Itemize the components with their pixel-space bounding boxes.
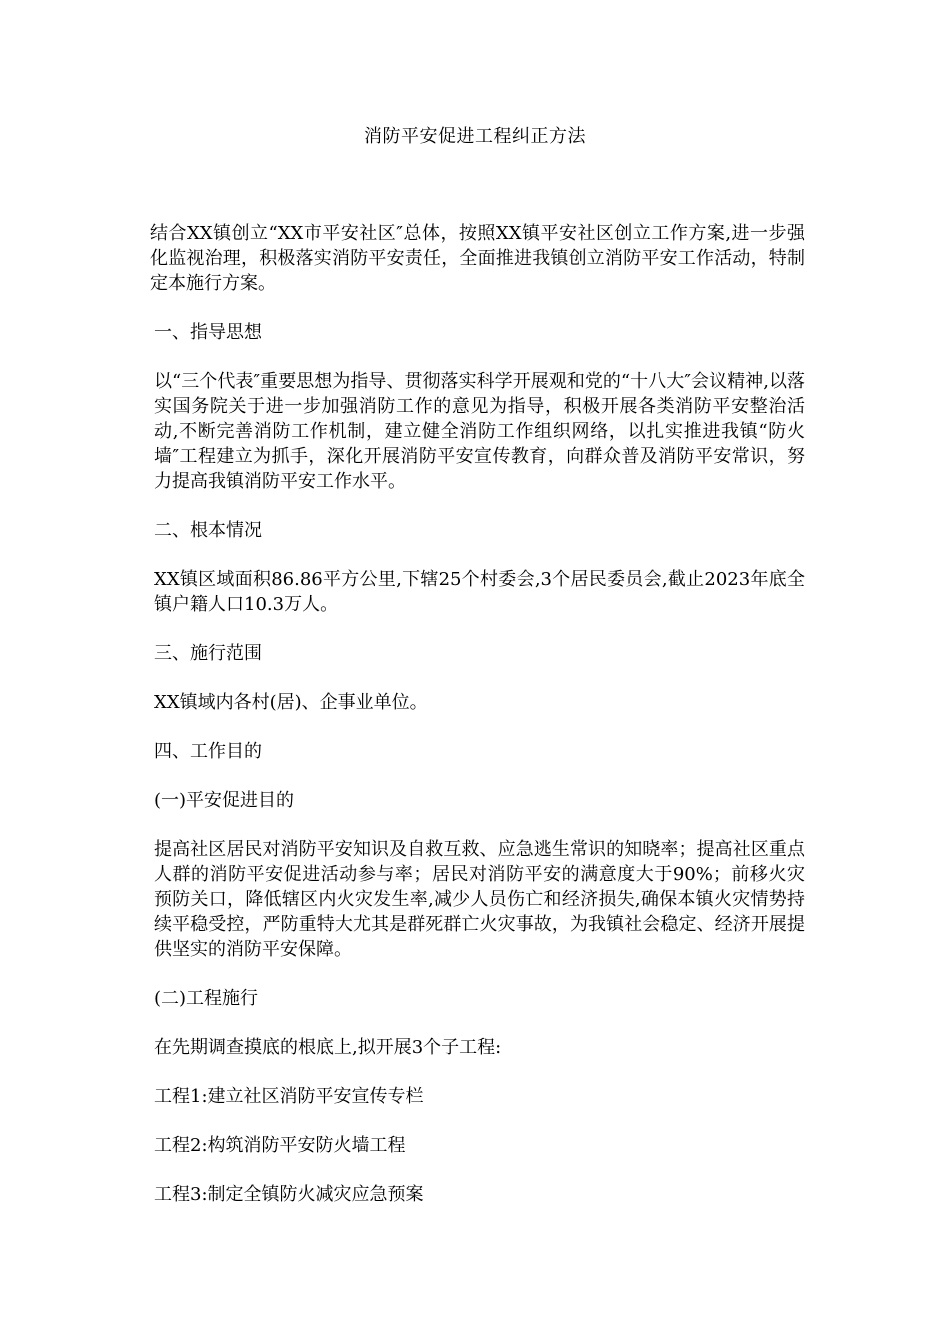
section-heading-work-goals: 四、工作目的: [154, 741, 262, 762]
section-heading-basic-situation: 二、根本情况: [154, 520, 262, 541]
basic-situation-paragraph: XX镇区域面积86.86平方公里,下辖25个村委会,3个居民委员会,截止2023年底全镇户籍人口10.3万人。: [154, 569, 805, 615]
safety-goals-paragraph: 提高社区居民对消防平安知识及自救互救、应急逃生常识的知晓率；提高社区重点人群的消防平安促进活动参与率；居民对消防平安的满意度大于90%；前移火灾预防关口，降低辖区内火灾发生率,减少人员伤亡和经济损失,确保本镇火灾情势持续平稳受控，严防重特大尤其是群死群亡火灾事故，为我镇社会稳定、经济开展提供坚实的消防平安保障。: [154, 839, 805, 960]
project-implementation-paragraph: 在先期调查摸底的根底上,拟开展3个子工程:: [154, 1037, 502, 1058]
subsection-heading-project-implementation: (二)工程施行: [154, 988, 259, 1009]
scope-paragraph: XX镇域内各村(居)、企事业单位。: [154, 692, 428, 713]
project-item-1: 工程1:建立社区消防平安宣传专栏: [154, 1086, 424, 1107]
document-body: [150, 221, 805, 1231]
document-title: 消防平安促进工程纠正方法: [364, 126, 586, 147]
project-item-2: 工程2:构筑消防平安防火墙工程: [154, 1135, 406, 1156]
intro-paragraph: 结合XX镇创立“XX市平安社区″总体，按照XX镇平安社区创立工作方案,进一步强化监视治理，积极落实消防平安责任，全面推进我镇创立消防平安工作活动，特制定本施行方案。: [150, 223, 805, 294]
guiding-ideology-paragraph: 以“三个代表″重要思想为指导、贯彻落实科学开展观和党的“十八大″会议精神,以落实国务院关于进一步加强消防工作的意见为指导，积极开展各类消防平安整治活动,不断完善消防工作机制，建立健全消防工作组织网络，以扎实推进我镇“防火墙″工程建立为抓手，深化开展消防平安宣传教育，向群众普及消防平安常识，努力提高我镇消防平安工作水平。: [154, 371, 805, 492]
section-heading-guiding-ideology: 一、指导思想: [154, 322, 262, 343]
project-item-3: 工程3:制定全镇防火减灾应急预案: [154, 1184, 424, 1205]
subsection-heading-safety-goals: (一)平安促进目的: [154, 790, 295, 811]
section-heading-scope: 三、施行范围: [154, 643, 262, 664]
